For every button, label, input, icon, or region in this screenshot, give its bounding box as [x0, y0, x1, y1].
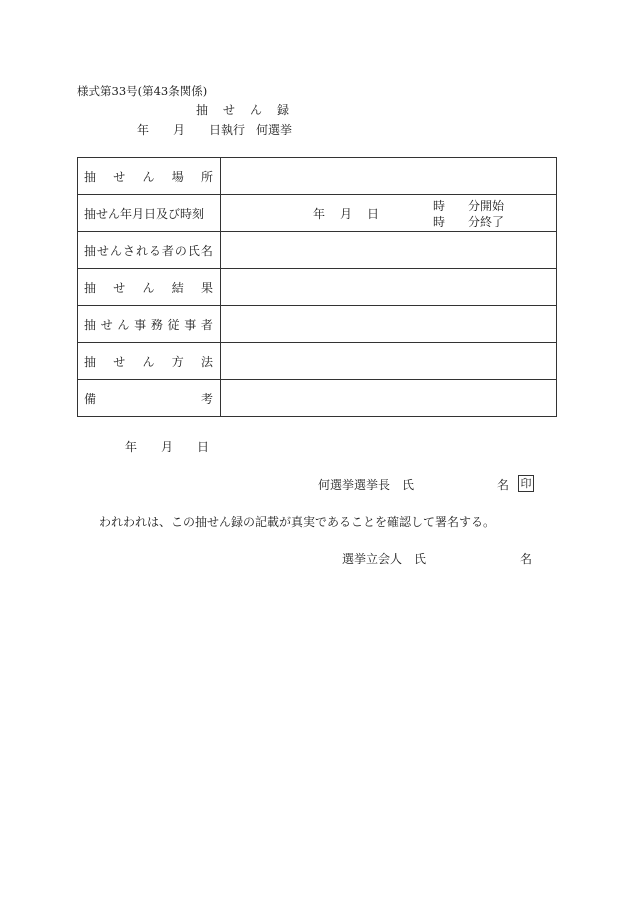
document-title [196, 104, 289, 116]
label-char: ん [109, 243, 122, 258]
label-char: る [148, 243, 161, 258]
label-char: 考 [200, 391, 213, 406]
witness-signature-line [0, 553, 630, 567]
table-row [78, 232, 557, 269]
label-char: 者 [161, 243, 174, 258]
label-char: 事 [134, 317, 147, 332]
label-char: 方 [171, 354, 184, 369]
label-char: 抽 [84, 280, 97, 295]
witness-shi: 氏 [414, 552, 427, 566]
label-char: せ [100, 317, 113, 332]
label-char: 果 [200, 280, 213, 295]
dt-day: 日 [367, 207, 380, 221]
remarks-field[interactable] [221, 380, 557, 417]
label-char: れ [135, 243, 148, 258]
label-char: 備 [84, 391, 97, 406]
label-cell [78, 232, 221, 269]
table-row [78, 343, 557, 380]
label-cell [78, 343, 221, 380]
label-cell [78, 380, 221, 417]
dt-hour-end: 時 [433, 215, 446, 229]
chairperson-signature-line [0, 477, 630, 495]
seal-mark: 印 [518, 475, 534, 492]
execution-date-line [0, 124, 630, 138]
dt-min-start: 分開始 [468, 199, 505, 213]
label-cell [78, 195, 221, 232]
selected-person-name-field[interactable] [221, 232, 557, 269]
label-char: 務 [150, 317, 163, 332]
label-char: せ [96, 243, 109, 258]
confirmation-statement: われわれは、この抽せん録の記載が真実であることを確認して署名する。 [99, 515, 496, 529]
label-char: せ [113, 169, 126, 184]
label-char: 抽 [84, 354, 97, 369]
title-char: ん [250, 103, 263, 117]
witness-title: 選挙立会人 [342, 552, 403, 566]
election-name: 何選挙 [256, 123, 293, 137]
record-month: 月 [161, 440, 174, 454]
record-day: 日 [197, 440, 210, 454]
label-char: 抽 [84, 243, 97, 258]
table-row [78, 158, 557, 195]
label-char: 所 [200, 169, 213, 184]
witness-mei: 名 [520, 552, 533, 566]
table-row [78, 195, 557, 232]
label-char: せ [113, 280, 126, 295]
label-char: ん [142, 354, 155, 369]
label-char: 従 [167, 317, 180, 332]
title-char: せ [223, 103, 236, 117]
form-number: 様式第33号(第43条関係) [77, 84, 208, 98]
label-char: 者 [200, 317, 213, 332]
lottery-place-field[interactable] [221, 158, 557, 195]
chair-mei: 名 [497, 478, 510, 492]
label-char: 場 [171, 169, 184, 184]
label-cell [78, 269, 221, 306]
exec-day: 日執行 [209, 123, 246, 137]
dt-month: 月 [340, 207, 353, 221]
lottery-result-field[interactable] [221, 269, 557, 306]
chair-shi: 氏 [402, 478, 415, 492]
label-char: せ [113, 354, 126, 369]
label-char: の [174, 243, 187, 258]
label-text: 抽せん年月日及び時刻 [84, 206, 205, 221]
dt-min-end: 分終了 [468, 215, 505, 229]
label-char: 抽 [84, 169, 97, 184]
dt-hour-start: 時 [433, 199, 446, 213]
dt-year: 年 [313, 207, 326, 221]
label-char: 抽 [84, 317, 97, 332]
record-date-line [0, 441, 630, 455]
label-char: さ [122, 243, 135, 258]
label-char: 氏 [187, 243, 200, 258]
exec-month: 月 [173, 123, 186, 137]
lottery-staff-field[interactable] [221, 306, 557, 343]
label-char: 法 [200, 354, 213, 369]
title-char: 抽 [196, 103, 209, 117]
title-char: 録 [277, 103, 290, 117]
label-char: ん [142, 169, 155, 184]
label-cell [78, 158, 221, 195]
lottery-datetime-field[interactable] [221, 195, 557, 232]
label-char: 事 [184, 317, 197, 332]
label-char: ん [117, 317, 130, 332]
table-row [78, 269, 557, 306]
lottery-method-field[interactable] [221, 343, 557, 380]
exec-year: 年 [137, 123, 150, 137]
table-row [78, 380, 557, 417]
table-row [78, 306, 557, 343]
label-char: 結 [171, 280, 184, 295]
lottery-record-table [77, 157, 557, 417]
label-char: 名 [200, 243, 213, 258]
label-cell [78, 306, 221, 343]
label-char: ん [142, 280, 155, 295]
record-year: 年 [125, 440, 138, 454]
chair-title: 何選挙選挙長 [318, 478, 391, 492]
